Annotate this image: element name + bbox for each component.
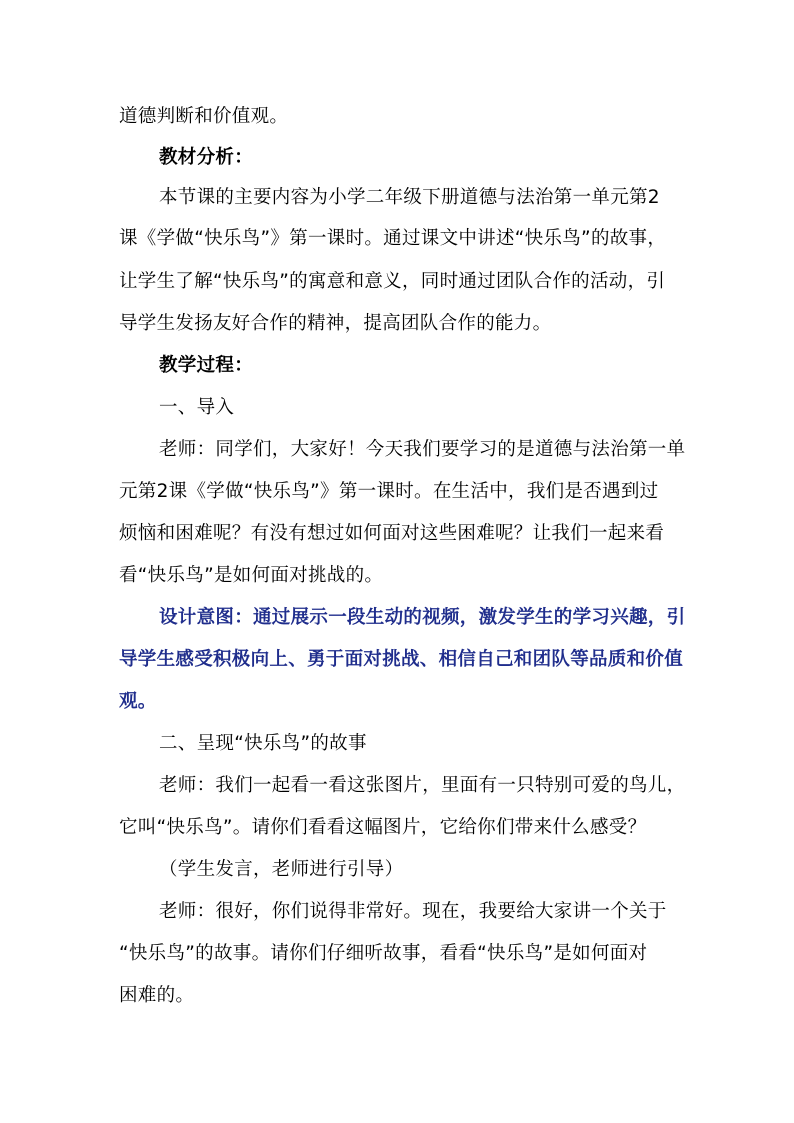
text-line-3: 本节课的主要内容为小学二年级下册道德与法治第一单元第2 — [159, 187, 660, 208]
text-line-10: 元第2课《学做“快乐鸟”》第一课时。在生活中，我们是否遇到过 — [119, 481, 659, 502]
text-line-4: 课《学做“快乐鸟”》第一课时。通过课文中讲述“快乐鸟”的故事， — [119, 228, 667, 249]
text-line-5: 让学生了解“快乐鸟”的寓意和意义，同时通过团队合作的活动，引 — [119, 271, 666, 292]
text-line-20: 老师：很好，你们说得非常好。现在，我要给大家讲一个关于 — [159, 901, 667, 922]
text-line-22: 困难的。 — [119, 985, 195, 1006]
text-line-9: 老师：同学们，大家好！今天我们要学习的是道德与法治第一单 — [159, 439, 686, 460]
text-line-18: 它叫“快乐鸟”。请你们看看这幅图片，它给你们带来什么感受？ — [119, 817, 647, 838]
design-intent-line-3: 观。 — [119, 691, 157, 712]
text-line-21: “快乐鸟”的故事。请你们仔细听故事，看看“快乐鸟”是如何面对 — [119, 943, 648, 964]
text-line-19: （学生发言，老师进行引导） — [159, 859, 404, 880]
heading-textbook-analysis: 教材分析： — [159, 147, 254, 168]
text-line-6: 导学生发扬友好合作的精神，提高团队合作的能力。 — [119, 313, 552, 334]
heading-teaching-process: 教学过程： — [159, 355, 254, 376]
section-story: 二、呈现“快乐鸟”的故事 — [159, 733, 367, 754]
text-line-12: 看“快乐鸟”是如何面对挑战的。 — [119, 565, 384, 586]
text-line-17: 老师：我们一起看一看这张图片，里面有一只特别可爱的鸟儿， — [159, 775, 686, 796]
design-intent-line-2: 导学生感受积极向上、勇于面对挑战、相信自己和团队等品质和价值 — [119, 649, 684, 670]
section-intro: 一、导入 — [159, 397, 235, 418]
text-line-11: 烦恼和困难呢？有没有想过如何面对这些困难呢？让我们一起来看 — [119, 523, 665, 544]
text-line-1: 道德判断和价值观。 — [119, 106, 289, 127]
design-intent-line-1: 设计意图：通过展示一段生动的视频，激发学生的学习兴趣，引 — [159, 607, 686, 628]
